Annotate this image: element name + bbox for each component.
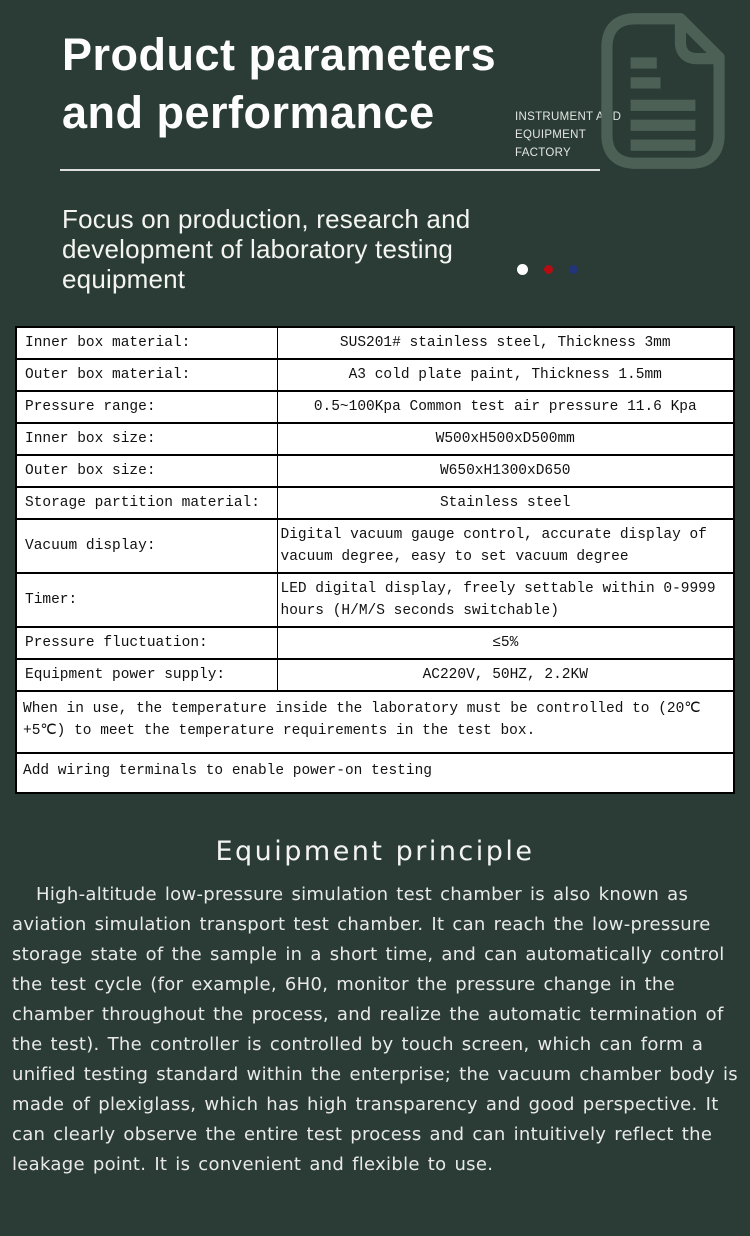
carousel-dot (517, 264, 528, 275)
document-icon (594, 10, 732, 172)
spec-label: Storage partition material: (16, 487, 277, 519)
spec-note: Add wiring terminals to enable power-on testing (16, 753, 734, 793)
spec-note-row (16, 753, 734, 793)
spec-row (16, 627, 734, 659)
spec-row (16, 519, 734, 573)
spec-row (16, 423, 734, 455)
spec-row (16, 327, 734, 359)
header-underline (60, 169, 600, 171)
principle-heading: Equipment principle (215, 836, 535, 867)
subtitle-text: Focus on production, research and development of laboratory testing equipment (62, 204, 471, 294)
spec-value: SUS201# stainless steel, Thickness 3mm (277, 327, 734, 359)
spec-value: W650xH1300xD650 (277, 455, 734, 487)
page-title-line-2: and performance (62, 87, 435, 138)
spec-row (16, 573, 734, 627)
spec-value: LED digital display, freely settable within 0-9999 hours (H/M/S seconds switchable) (277, 573, 734, 627)
spec-note: When in use, the temperature inside the laboratory must be controlled to (20℃ +5℃) to meet the temperature requirements in the test box. (16, 691, 734, 753)
spec-table (15, 326, 735, 794)
spec-row (16, 359, 734, 391)
carousel-dot (569, 265, 578, 274)
spec-note-row (16, 691, 734, 753)
carousel-dot (544, 265, 553, 274)
page-title (62, 26, 496, 142)
spec-label: Pressure range: (16, 391, 277, 423)
spec-value: Stainless steel (277, 487, 734, 519)
spec-label: Inner box material: (16, 327, 277, 359)
spec-label: Equipment power supply: (16, 659, 277, 691)
factory-label-line: INSTRUMENT AND (515, 111, 622, 123)
spec-row (16, 391, 734, 423)
principle-body: High-altitude low-pressure simulation test chamber is also known as aviation simulation transport test chamber. It can reach the low-pressure storage state of the sample in a short time, and can automatically control the test cycle (for example, 6H0, monitor the pressure change in the chamber throughout the process, and realize the automatic termination of the test). The controller is controlled by touch screen, which can form a unified testing standard within the enterprise; the vacuum chamber body is made of plexiglass, which has high transparency and good perspective. It can clearly observe the entire test process and can intuitively reflect the leakage point. It is convenient and flexible to use. (12, 884, 738, 1175)
spec-value: 0.5~100Kpa Common test air pressure 11.6 Kpa (277, 391, 734, 423)
spec-value: AC220V, 50HZ, 2.2KW (277, 659, 734, 691)
spec-value: W500xH500xD500mm (277, 423, 734, 455)
carousel-dots (517, 264, 578, 275)
spec-row (16, 659, 734, 691)
factory-label-line: FACTORY (515, 147, 571, 159)
document-icon-lines (631, 57, 696, 150)
page-title-line-1: Product parameters (62, 29, 497, 80)
spec-value: Digital vacuum gauge control, accurate display of vacuum degree, easy to set vacuum degree (277, 519, 734, 573)
spec-value: ≤5% (277, 627, 734, 659)
spec-row (16, 487, 734, 519)
spec-table-body (16, 327, 734, 793)
spec-row (16, 455, 734, 487)
spec-label: Inner box size: (16, 423, 277, 455)
spec-label: Vacuum display: (16, 519, 277, 573)
factory-label-line: EQUIPMENT (515, 129, 587, 141)
spec-label: Pressure fluctuation: (16, 627, 277, 659)
spec-label: Outer box material: (16, 359, 277, 391)
spec-label: Outer box size: (16, 455, 277, 487)
spec-label: Timer: (16, 573, 277, 627)
spec-value: A3 cold plate paint, Thickness 1.5mm (277, 359, 734, 391)
